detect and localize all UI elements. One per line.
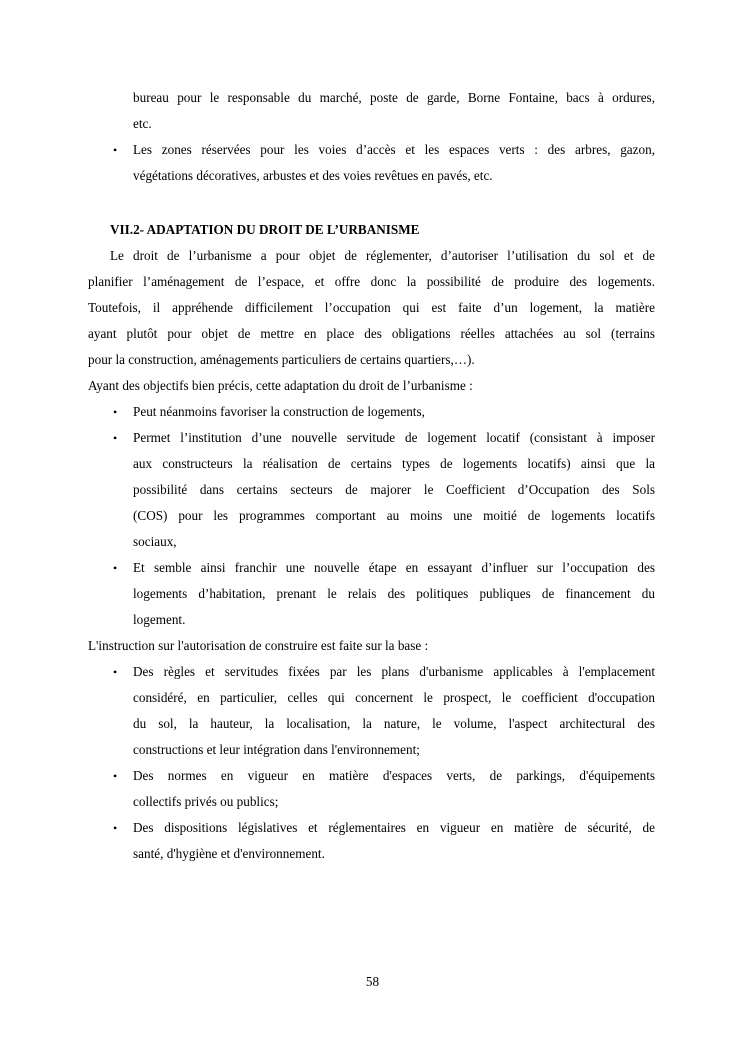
list-item-line: Et semble ainsi franchir une nouvelle étape en essayant d’influer sur l’occupation des — [133, 560, 655, 575]
bullet-icon: • — [113, 821, 118, 835]
list-item-line: (COS) pour les programmes comportant au moins une moitié de logements locatifs — [133, 508, 655, 523]
paragraph-line: pour la construction, aménagements particuliers de certains quartiers,…). — [88, 352, 475, 367]
bullet-icon: • — [113, 405, 118, 419]
bullet-icon: • — [113, 143, 118, 157]
list-item-line: logement. — [133, 612, 186, 627]
bullet-icon: • — [113, 561, 118, 575]
paragraph-line: Ayant des objectifs bien précis, cette adaptation du droit de l’urbanisme : — [88, 378, 473, 393]
list-item-line: logements d’habitation, prenant le relais des politiques publiques de financement du — [133, 586, 655, 601]
paragraph-line: L'instruction sur l'autorisation de construire est faite sur la base : — [88, 638, 429, 653]
list-item-line: Les zones réservées pour les voies d’accès et les espaces verts : des arbres, gazon, — [133, 142, 655, 157]
list-item-line: aux constructeurs la réalisation de certains types de logements locatifs) ainsi que la — [133, 456, 655, 471]
paragraph-line: planifier l’aménagement de l’espace, et offre donc la possibilité de produire des logements. — [88, 274, 655, 289]
list-item-line: Permet l’institution d’une nouvelle servitude de logement locatif (consistant à imposer — [133, 430, 655, 445]
list-item-line: Des normes en vigueur en matière d'espaces verts, de parkings, d'équipements — [133, 768, 655, 783]
list-item-line: Des règles et servitudes fixées par les plans d'urbanisme applicables à l'emplacement — [133, 664, 655, 679]
list-item-line: Des dispositions législatives et réglementaires en vigueur en matière de sécurité, de — [133, 820, 655, 835]
list-item-line: bureau pour le responsable du marché, poste de garde, Borne Fontaine, bacs à ordures, — [133, 90, 655, 105]
list-item-line: Peut néanmoins favoriser la construction de logements, — [133, 404, 425, 419]
list-item-line: possibilité dans certains secteurs de majorer le Coefficient d’Occupation des Sols — [133, 482, 655, 497]
bullet-icon: • — [113, 431, 118, 445]
bullet-icon: • — [113, 665, 118, 679]
list-item-line: collectifs privés ou publics; — [133, 794, 279, 809]
list-item-line: etc. — [133, 116, 152, 131]
paragraph-line: ayant plutôt pour objet de mettre en place des obligations réelles attachées au sol (terrains — [88, 326, 655, 341]
paragraph-line: Le droit de l’urbanisme a pour objet de réglementer, d’autoriser l’utilisation du sol et de — [110, 248, 655, 263]
paragraph-line: Toutefois, il appréhende difficilement l’occupation qui est faite d’un logement, la matière — [88, 300, 655, 315]
list-item-line: santé, d'hygiène et d'environnement. — [133, 846, 325, 861]
page-number: 58 — [365, 974, 380, 989]
list-item-line: constructions et leur intégration dans l'environnement; — [133, 742, 420, 757]
bullet-icon: • — [113, 769, 118, 783]
list-item-line: du sol, la hauteur, la localisation, la nature, le volume, l'aspect architectural des — [133, 716, 655, 731]
list-item-line: considéré, en particulier, celles qui concernent le prospect, le coefficient d'occupation — [133, 690, 655, 705]
section-heading: VII.2- ADAPTATION DU DROIT DE L’URBANISME — [110, 222, 420, 237]
list-item-line: sociaux, — [133, 534, 177, 549]
list-item-line: végétations décoratives, arbustes et des voies revêtues en pavés, etc. — [133, 168, 493, 183]
